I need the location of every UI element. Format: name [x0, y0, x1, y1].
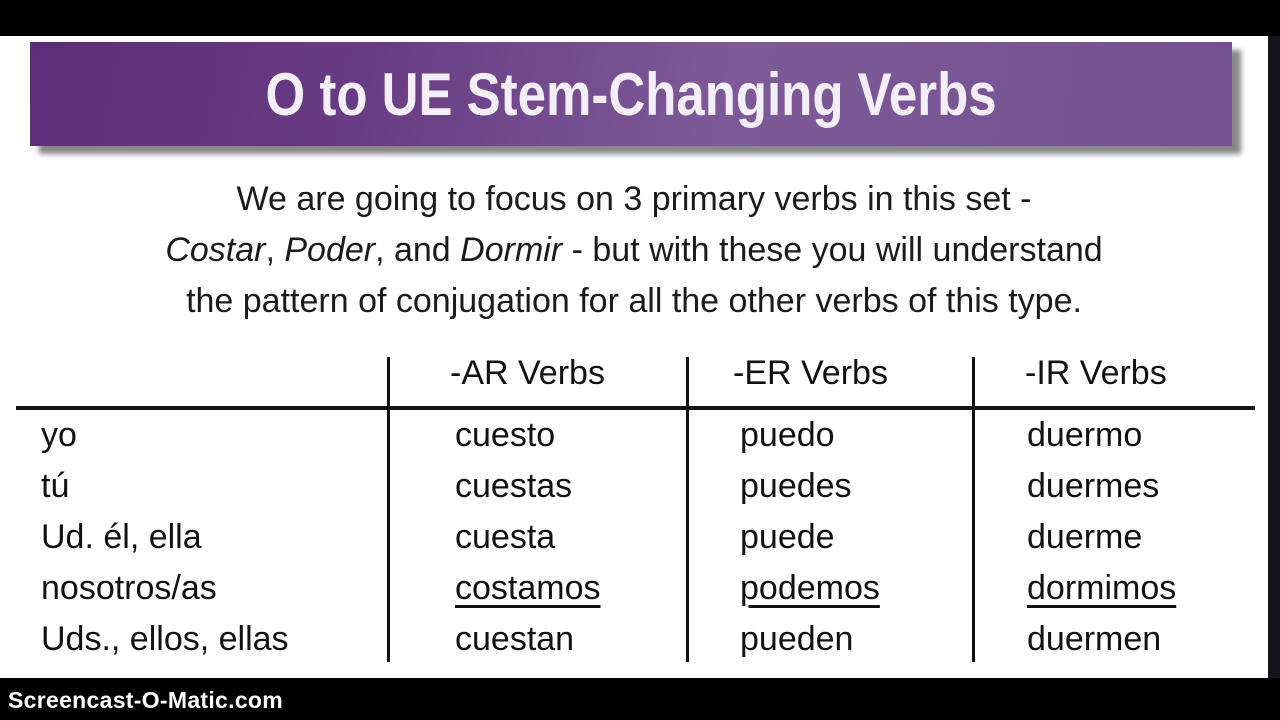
intro-line-3: the pattern of conjugation for all the other verbs of this type.: [186, 282, 1082, 320]
table-row-pronoun: Ud. él, ella: [41, 518, 202, 556]
table-row-pronoun: yo: [41, 416, 77, 454]
verb-poder: Poder: [284, 231, 376, 269]
table-cell-ar: cuestas: [455, 467, 573, 505]
slide-title-banner: [30, 42, 1232, 146]
table-header-ir-verbs: -IR Verbs: [1025, 354, 1167, 392]
intro-paragraph: [0, 174, 1268, 327]
watermark-text: Screencast-O-Matic.com: [8, 687, 284, 713]
table-row-pronoun: nosotros/as: [41, 569, 217, 607]
table-cell-ar: cuesto: [455, 416, 556, 454]
table-cell-ir: duermen: [1027, 620, 1162, 658]
table-cell-er: puedes: [740, 467, 852, 505]
letterbox-top-bar: [0, 0, 1280, 36]
table-cell-ir: duermes: [1027, 467, 1160, 505]
conjugation-table: [16, 352, 1255, 665]
intro-line-1: We are going to focus on 3 primary verbs in this set -: [236, 180, 1032, 218]
table-cell-ar: cuesta: [455, 518, 556, 556]
table-cell-er: pueden: [740, 620, 854, 658]
intro-line-2-sep2: , and: [375, 231, 461, 269]
intro-line-2: [0, 225, 1268, 276]
intro-line-2-sep1: ,: [265, 231, 285, 269]
table-cell-ir: duerme: [1027, 518, 1143, 556]
verb-costar: Costar: [165, 231, 266, 269]
letterbox-right-strip: [1268, 0, 1280, 720]
table-header-er-verbs: -ER Verbs: [733, 354, 888, 392]
table-cell-er-underlined: podemos: [740, 569, 880, 607]
table-row-pronoun: tú: [41, 467, 70, 505]
verb-dormir: Dormir: [460, 231, 563, 269]
slide-title: O to UE Stem-Changing Verbs: [265, 60, 997, 128]
table-header-ar-verbs: -AR Verbs: [450, 354, 605, 392]
table-header-pronoun: [16, 352, 388, 410]
table-cell-ar: cuestan: [455, 620, 575, 658]
intro-line-2-rest: - but with these you will understand: [562, 231, 1103, 269]
table-cell-er: puede: [740, 518, 835, 556]
table-cell-er: puedo: [740, 416, 835, 454]
table-cell-ir: duermo: [1027, 416, 1143, 454]
table-cell-ar-underlined: costamos: [455, 569, 601, 607]
table-cell-ir-underlined: dormimos: [1027, 569, 1177, 607]
table-row-pronoun: Uds., ellos, ellas: [41, 620, 289, 658]
